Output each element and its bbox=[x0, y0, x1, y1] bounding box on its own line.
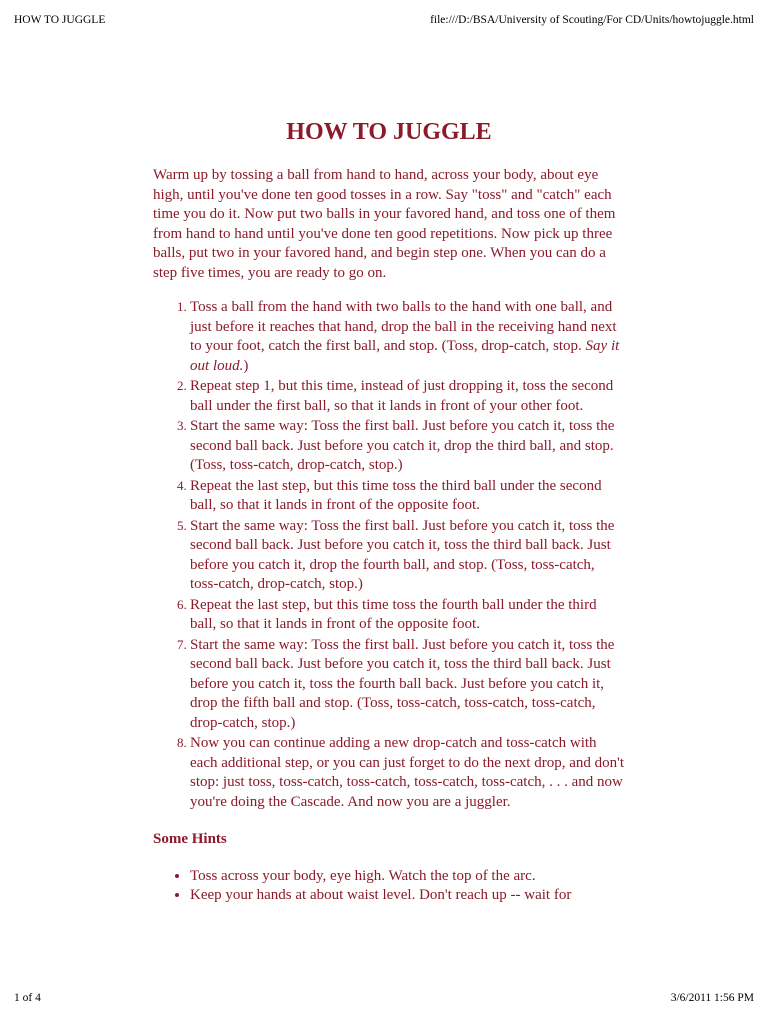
intro-paragraph: Warm up by tossing a ball from hand to hand, across your body, about eye high, until you've done ten good tosses in a row. Say "toss" and "catch" each time you do it. Now put two balls in your favored hand, and toss one of them from hand to hand until you've done ten good repetitions. Now pick up three balls, put two in your favored hand, and begin step one. When you can do a step five times, you are ready to go on. bbox=[153, 167, 616, 281]
hints-list bbox=[153, 867, 625, 906]
document-body bbox=[153, 116, 625, 906]
step-suffix: ) bbox=[243, 357, 249, 374]
page-number: 1 of 4 bbox=[14, 992, 41, 1004]
print-footer bbox=[14, 992, 754, 1008]
step-item: 8. Now you can continue adding a new drop-catch and toss-catch with each additional step, or you can just forget to do the next drop, and don't stop: just toss, toss-catch, toss-catch, toss-catch, toss-catch, . . . and now you're doing the Cascade. And now you are a juggler. bbox=[190, 733, 625, 812]
step-emphasis: Say it out loud. bbox=[190, 338, 620, 374]
print-header-url: file:///D:/BSA/University of Scouting/For CD/Units/howtojuggle.html bbox=[430, 14, 754, 26]
hints-heading: Some Hints bbox=[153, 831, 227, 847]
print-header-title: HOW TO JUGGLE bbox=[14, 14, 106, 26]
hint-item: • Toss across your body, eye high. Watch the top of the arc. bbox=[190, 867, 625, 887]
step-item: 6. Repeat the last step, but this time toss the fourth ball under the third ball, so that it lands in front of the opposite foot. bbox=[190, 595, 625, 635]
hint-item: • Keep your hands at about waist level. Don't reach up -- wait for bbox=[190, 886, 625, 906]
step-item: 3. Start the same way: Toss the first ball. Just before you catch it, toss the second ball back. Just before you catch it, drop the third ball, and stop. (Toss, toss-catch, drop-catch, stop.) bbox=[190, 416, 625, 476]
step-item: 2. Repeat step 1, but this time, instead of just dropping it, toss the second ball under the first ball, so that it lands in front of your other foot. bbox=[190, 376, 625, 416]
steps-list bbox=[153, 297, 625, 812]
page-title: HOW TO JUGGLE bbox=[286, 119, 492, 145]
step-item: 5. Start the same way: Toss the first ball. Just before you catch it, toss the second ball back. Just before you catch it, toss the third ball back. Just before you catch it, drop the fourth ball, and stop. (Toss, toss-catch, toss-catch, drop-catch, stop.) bbox=[190, 516, 625, 595]
step-item: 4. Repeat the last step, but this time toss the third ball under the second ball, so that it lands in front of the opposite foot. bbox=[190, 476, 625, 516]
step-item bbox=[190, 297, 625, 376]
print-timestamp: 3/6/2011 1:56 PM bbox=[670, 992, 754, 1004]
step-item: 7. Start the same way: Toss the first ball. Just before you catch it, toss the second ball back. Just before you catch it, toss the third ball back. Just before you catch it, toss the fourth ball back. Just before you catch it, drop the fifth ball and stop. (Toss, toss-catch, toss-catch, toss-catch, drop-catch, stop.) bbox=[190, 635, 625, 734]
step-text: Toss a ball from the hand with two balls to the hand with one ball, and just before it reaches that hand, drop the ball in the receiving hand next to your foot, catch the first ball, and stop. (Toss, drop-catch, stop. bbox=[190, 299, 617, 354]
print-header bbox=[14, 14, 754, 30]
